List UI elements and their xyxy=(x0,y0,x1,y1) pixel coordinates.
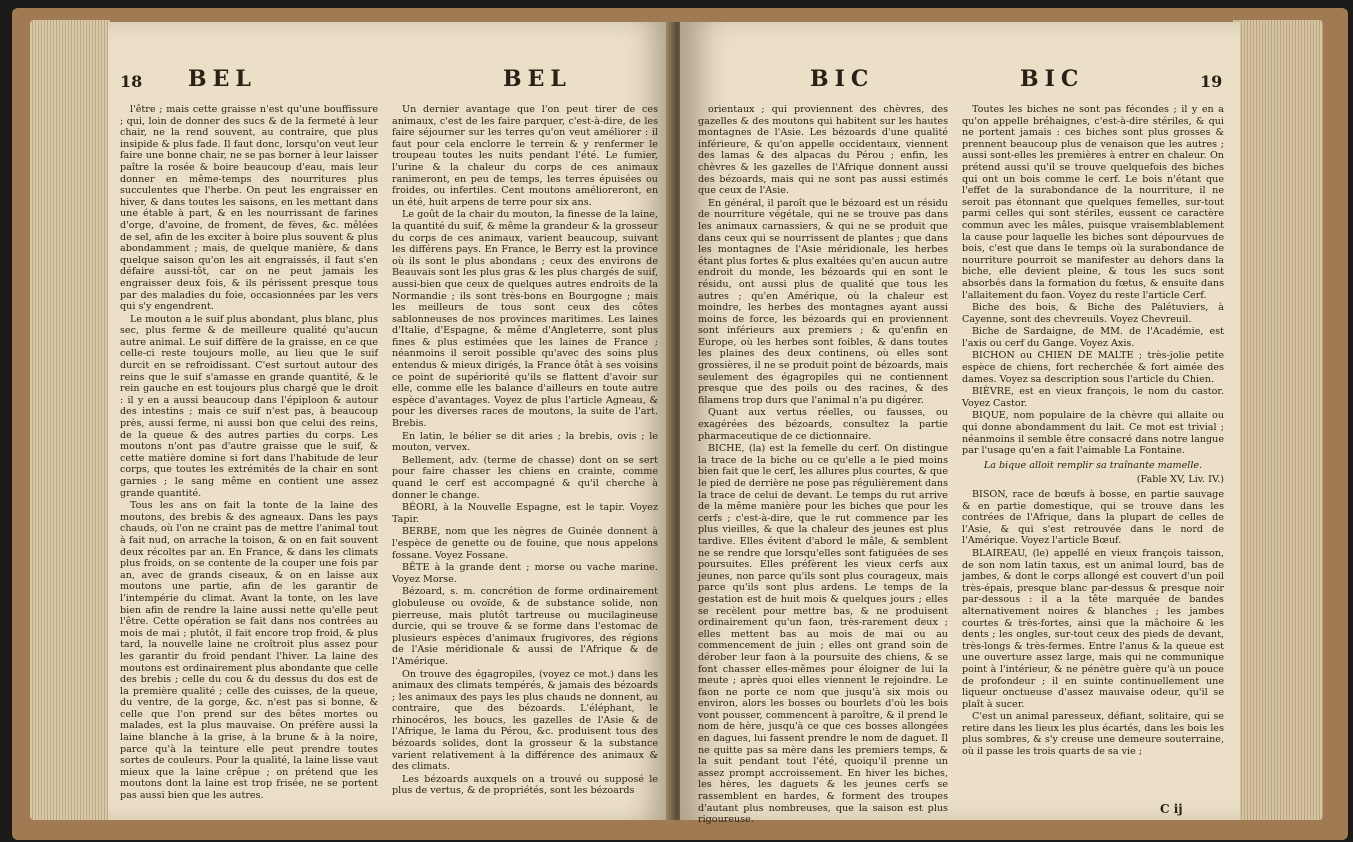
paragraph: BIQUE, nom populaire de la chèvre qui allaite ou qui donne abondamment du lait. Ce mot est trivial ; néanmoins il semble être consacré dans notre langue par l'usage qu'en a fait l'aimable La Fontaine. xyxy=(962,410,1224,457)
running-head: BEL xyxy=(188,66,257,92)
paragraph: Tous les ans on fait la tonte de la laine des moutons, des brebis & des agneaux. Dans les pays chauds, où l'on ne craint pas de mettre l'animal tout à fait nud, on arrache la toison, & on en fait souvent deux récoltes par an. En France, & dans les climats plus froids, on se contente de la couper une fois par an, avec de grands ciseaux, & on en laisse aux moutons une partie, afin de les garantir de l'intempérie du climat. Avant la tonte, on les lave bien afin de rendre la laine aussi nette qu'elle peut l'être. Cette opération se fait dans nos contrées au mois de mai ; plutôt, il fait encore trop froid, & plus tard, la nouvelle laine ne croîtroit plus assez pour les garantir du froid pendant l'hiver. La laine des moutons est ordinairement plus abondante que celle des brebis ; celle du cou & du dessus du dos est de la première qualité ; celle des cuisses, de la queue, du ventre, de la gorge, &c. n'est pas si bonne, & celle que l'on prend sur des bêtes mortes ou malades, est la plus mauvaise. On préfère aussi la laine blanche à la grise, à la brune & à la noire, parce qu'à la teinture elle peut prendre toutes sortes de couleurs. Pour la qualité, la laine lisse vaut mieux que la laine crêpue ; on prétend que les moutons dont la laine est trop frisée, ne se portent pas aussi bien que les autres. xyxy=(120,500,378,802)
paragraph: On trouve des égagropiles, (voyez ce mot.) dans les animaux des climats tempérés, & jamais des bézoards ; les animaux des pays les plus chauds ne donnent, au contraire, que des bézoards. L'éléphant, le rhinocéros, les boucs, les gazelles de l'Asie & de l'Afrique, le lama du Pérou, &c. produisent tous des bézoards solides, dont la grosseur & la substance varient relativement à la différence des animaux & des climats. xyxy=(392,668,658,773)
paragraph: BLAIREAU, (le) appellé en vieux françois taisson, de son nom latin taxus, est un animal lourd, bas de jambes, & dont le corps allongé est couvert d'un poil très-épais, presque blanc par-dessus & presque noir par-dessous : il a la tête marquée de bandes alternativement noires & blanches ; les jambes courtes & très-fortes, ainsi que la mâchoire & les dents ; les ongles, sur-tout ceux des pieds de devant, très-longs & très-fermes. Entre l'anus & la queue est une ouverture assez large, mais qui ne communique point à l'intérieur, & ne pénètre guère qu'à un pouce de profondeur ; il en suinte continuellement une liqueur onctueuse d'assez mauvaise odeur, qu'il se plaît à sucer. xyxy=(962,547,1224,710)
paragraph: Le goût de la chair du mouton, la finesse de la laine, la quantité du suif, & même la grandeur & la grosseur du corps de ces animaux, varient beaucoup, suivant les différens pays. En France, le Berry est la province où ils sont le plus abondans ; ceux des environs de Beauvais sont les plus gras & les plus chargés de suif, aussi-bien que ceux de quelques autres endroits de la Normandie ; ils sont très-bons en Bourgogne ; mais les meilleurs de tous sont ceux des côtes sablonneuses de nos provinces maritimes. Les laines d'Italie, d'Espagne, & même d'Angleterre, sont plus fines & plus estimées que les laines de France ; néanmoins il seroit possible qu'avec des soins plus entendus & mieux dirigés, la France ôtât à ses voisins ce point de supériorité qu'ils se flattent d'avoir sur elle, comme elle les balance d'ailleurs en toute autre espèce d'avantages. Voyez de plus l'article Agneau, & pour les diverses races de moutons, la suite de l'art. Brebis. xyxy=(392,209,658,430)
paragraph: Quant aux vertus réelles, ou fausses, ou exagérées des bézoards, consultez la partie pharmaceutique de ce dictionnaire. xyxy=(698,407,948,442)
paragraph: Bellement, adv. (terme de chasse) dont on se sert pour faire chasser les chiens en crainte, comme quand le cerf est accompagné & qu'il cherche à donner le change. xyxy=(392,454,658,501)
right-page xyxy=(680,22,1240,826)
paragraph: orientaux ; qui proviennent des chèvres, des gazelles & des moutons qui habitent sur les hautes montagnes de l'Asie. Les bézoards d'une qualité inférieure, & qu'on appelle occidentaux, viennent des lamas & des alpacas du Pérou ; enfin, les chèvres & les gazelles de l'Afrique donnent aussi des bézoards, mais qui ne sont pas aussi estimés que ceux de l'Asie. xyxy=(698,104,948,197)
paragraph: En général, il paroît que le bézoard est un résidu de nourriture végétale, qui ne se trouve pas dans les animaux carnassiers, & qui ne se produit que dans ceux qui se nourrissent de plantes ; que dans les montagnes de l'Asie méridionale, les herbes étant plus fortes & plus exaltées qu'en aucun autre endroit du monde, les bézoards qui en sont le résidu, ont aussi plus de qualité que tous les autres ; qu'en Amérique, où la chaleur est moindre, les herbes des montagnes ayant aussi moins de force, les bézoards qui en proviennent sont inférieurs aux premiers ; & qu'enfin en Europe, où les herbes sont foibles, & dans toutes les plaines des deux continens, où elles sont grossières, il ne se produit point de bézoards, mais seulement des égagropiles qui ne contiennent presque que des poils ou des racines, & des filamens trop durs que l'animal n'a pu digérer. xyxy=(698,197,948,406)
paragraph: En latin, le bélier se dit aries ; la brebis, ovis ; le mouton, vervex. xyxy=(392,430,658,454)
text-column-1 xyxy=(698,104,948,826)
paragraph: Les bézoards auxquels on a trouvé ou supposé le plus de vertus, & de propriétés, sont les bézoards xyxy=(392,773,658,797)
paragraph: BISON, race de bœufs à bosse, en partie sauvage & en partie domestique, qui se trouve dans les contrées de l'Afrique, dans la plupart de celles de l'Asie, & qui s'est retrouvée dans le nord de l'Amérique. Voyez l'article Bœuf. xyxy=(962,489,1224,547)
paragraph: BÊTE à la grande dent ; morse ou vache marine. Voyez Morse. xyxy=(392,562,658,585)
paragraph: Un dernier avantage que l'on peut tirer de ces animaux, c'est de les faire parquer, c'est-à-dire, de les faire séjourner sur les terres qu'on veut améliorer : il faut pour cela enclorre le terrein & y renfermer le troupeau toutes les nuits pendant l'été. Le fumier, l'urine & la chaleur du corps de ces animaux ranimeront, en peu de temps, les terres épuisées ou froides, ou infertiles. Cent moutons amélioreront, en un été, huit arpens de terre pour six ans. xyxy=(392,104,658,208)
verse-reference: (Fable XV, Liv. IV.) xyxy=(1136,474,1224,486)
paragraph: C'est un animal paresseux, défiant, solitaire, qui se retire dans les lieux les plus écartés, dans les bois les plus sombres, & s'y creuse une demeure souterraine, où il passe les trois quarts de sa vie ; xyxy=(962,711,1224,758)
running-head: BIC xyxy=(1020,66,1085,92)
left-page xyxy=(108,22,674,820)
paragraph: l'être ; mais cette graisse n'est qu'une bouffissure ; qui, loin de donner des sucs & de la fermeté à leur chair, ne la rend souvent, au contraire, que plus insipide & plus fade. Il faut donc, lorsqu'on veut leur faire une bonne chair, ne se pas borner à leur laisser paître la rosée & boire beaucoup d'eau, mais leur donner en même-temps des nourritures plus succulentes que l'herbe. On peut les engraisser en hiver, & dans toutes les saisons, en les mettant dans une étable à part, & en les nourrissant de farines d'orge, d'avoine, de froment, de fèves, &c. mêlées de sel, afin de les exciter à boire plus souvent & plus abondamment ; mais, de quelque manière, & dans quelque saison qu'on les ait engraissés, il faut s'en défaire aussi-tôt, car on ne peut jamais les engraisser deux fois, & ils périssent presque tous par des maladies du foie, occasionnées par les vers qui s'y engendrent. xyxy=(120,104,378,313)
page-number: 18 xyxy=(120,72,143,91)
paragraph: Toutes les biches ne sont pas fécondes ; il y en a qu'on appelle bréhaignes, c'est-à-dire stériles, & qui ne portent jamais : ces biches sont plus grosses & prennent beaucoup plus de venaison que les autres ; aussi sont-elles les premières à entrer en chaleur. On prétend aussi qu'il se trouve quelquefois des biches qui ont un bois comme le cerf. Le bois n'étant que l'effet de la surabondance de la nourriture, il ne seroit pas étonnant que quelques femelles, sur-tout parmi celles qui sont stériles, eussent ce caractère commun avec les mâles, puisque vraisemblablement la cause pour laquelle les biches sont dépourvues de bois, c'est que dans le temps où la surabondance de nourriture pourroit se manifester au dehors dans la biche, elle devient pleine, & tous les sucs sont absorbés dans la formation du fœtus, & ensuite dans l'allaitement du faon. Voyez du reste l'article Cerf. xyxy=(962,104,1224,301)
paragraph: BICHON ou CHIEN DE MALTE ; très-jolie petite espèce de chiens, fort recherchée & fort aimée des dames. Voyez sa description sous l'article du Chien. xyxy=(962,350,1224,385)
paragraph: BERBE, nom que les nègres de Guinée donnent à l'espèce de genette ou de fouine, que nous appelons fossane. Voyez Fossane. xyxy=(392,526,658,561)
paragraph: Biche des bois, & Biche des Palétuviers, à Cayenne, sont des chevreuils. Voyez Chevreuil. xyxy=(962,302,1224,325)
paragraph: Le mouton a le suif plus abondant, plus blanc, plus sec, plus ferme & de meilleure qualité qu'aucun autre animal. Le suif diffère de la graisse, en ce que celle-ci reste toujours molle, au lieu que le suif durcit en se refroidissant. C'est surtout autour des reins que le suif s'amasse en grande quantité, & le rein gauche en est toujours plus chargé que le droit : il y en a aussi beaucoup dans l'épiploon & autour des intestins ; mais ce suif n'est pas, à beaucoup près, aussi ferme, ni aussi bon que celui des reins, de la queue & des autres parties du corps. Les moutons n'ont pas d'autre graisse que le suif, & cette matière domine si fort dans l'habitude de leur corps, que toutes les extrémités de la chair en sont garnies ; le sang même en contient une assez grande quantité. xyxy=(120,313,378,499)
running-head: BIC xyxy=(810,66,875,92)
paragraph: Biche de Sardaigne, de MM. de l'Académie, est l'axis ou cerf du Gange. Voyez Axis. xyxy=(962,326,1224,349)
page-number: 19 xyxy=(1200,72,1223,91)
text-column-2 xyxy=(962,104,1224,804)
paragraph: BIÈVRE, est en vieux françois, le nom du castor. Voyez Castor. xyxy=(962,386,1224,409)
paragraph: BICHE, (la) est la femelle du cerf. On distingue la trace de la biche ou ce qu'elle a le pied moins bien fait que le cerf, les allures plus courtes, & que le pied de derrière ne pose pas régulièrement dans la trace de celui de devant. Le temps du rut arrive de la même manière pour les biches que pour les cerfs ; c'est-à-dire, que le rut commence par les plus vieilles, & que la chaleur des jeunes est plus tardive. Elles évitent d'abord le mâle, & semblent ne se rendre que lorsqu'elles sont fatiguées de ses poursuites. Elles préfèrent les vieux cerfs aux jeunes, non parce qu'ils sont plus courageux, mais parce qu'ils sont plus ardens. Le temps de la gestation est de huit mois & quelques jours ; elles se recèlent pour mettre bas, & ne produisent ordinairement qu'un faon, très-rarement deux ; elles mettent bas au mois de mai ou au commencement de juin ; elles ont grand soin de dérober leur faon à la poursuite des chiens, & se font chasser elles-mêmes pour éloigner de lui la meute ; après quoi elles viennent le rejoindre. Le faon ne porte ce nom que jusqu'à six mois ou environ, alors les bosses ou bourlets d'où les bois vont pousser, commencent à paroître, & il prend le nom de hère, jusqu'à ce que ces bosses allongées en dagues, lui fassent prendre le nom de daguet. Il ne quitte pas sa mère dans les premiers temps, & la suit pendant tout l'été, quoiqu'il prenne un assez prompt accroissement. En hiver les biches, les hères, les daguets & les jeunes cerfs se rassemblent en hardes, & forment des troupes d'autant plus nombreuses, que la saison est plus rigoureuse. xyxy=(698,443,948,826)
left-page-edges xyxy=(30,20,110,820)
paragraph: BÉORI, à la Nouvelle Espagne, est le tapir. Voyez Tapir. xyxy=(392,502,658,525)
right-page-edges xyxy=(1233,20,1323,820)
paragraph: Bézoard, s. m. concrétion de forme ordinairement globuleuse ou ovoïde, & de substance solide, non pierreuse, mais plutôt tartreuse ou mucilagineuse durcie, qui se trouve & se forme dans l'estomac de plusieurs espèces d'animaux frugivores, des régions de l'Asie méridionale & aussi de l'Afrique & de l'Amérique. xyxy=(392,586,658,667)
signature-mark: C ij xyxy=(1160,802,1183,816)
text-column-2 xyxy=(392,104,658,804)
verse-quote: La bique alloit remplir sa traînante mamelle. xyxy=(983,459,1203,471)
running-head: BEL xyxy=(503,66,572,92)
text-column-1 xyxy=(120,104,378,804)
